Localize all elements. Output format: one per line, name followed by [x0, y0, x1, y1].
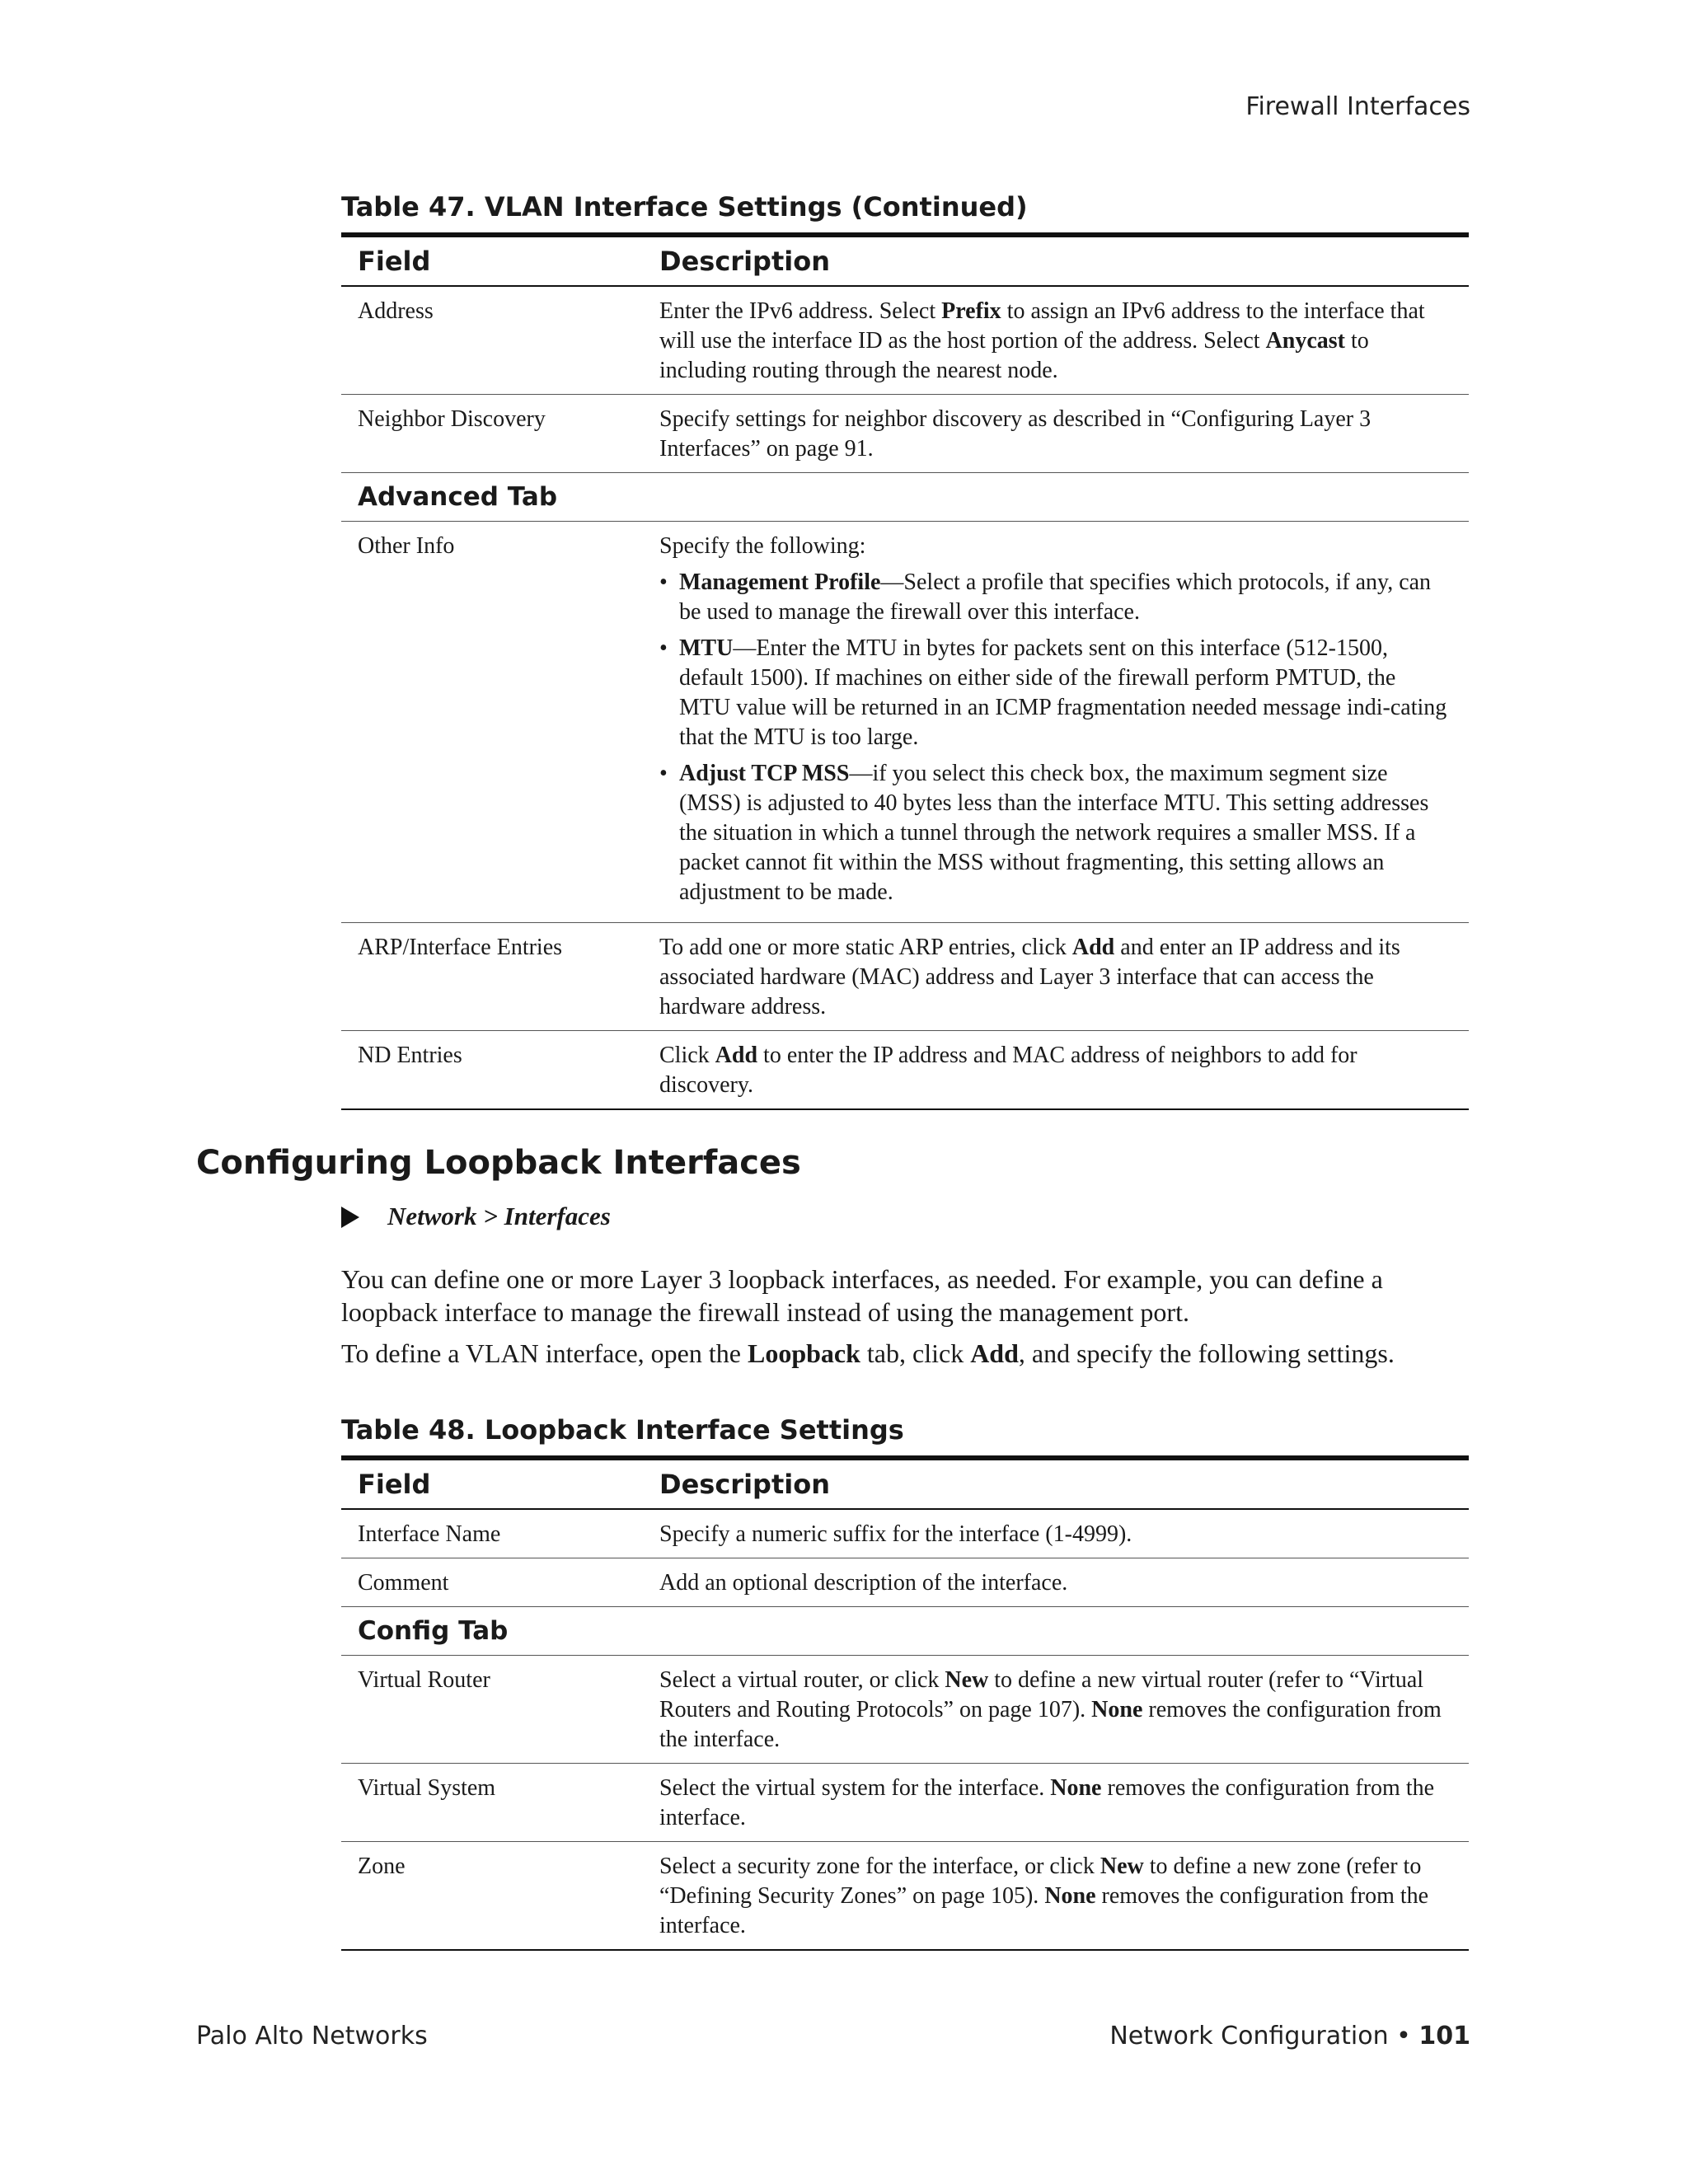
table-row [341, 1764, 1469, 1842]
bullet-item: • Adjust TCP MSS—if you select this check box, the maximum segment size (MSS) is adjusted to 40 bytes less than the interface MTU. This setting addresses the situation in which a tunnel through the network requires a smaller MSS. If a packet cannot fit within the MSS without fragmenting, this setting allows an adjustment to be made. [659, 759, 1452, 907]
play-arrow-icon [341, 1207, 359, 1228]
description-cell: Specify settings for neighbor discovery as described in “Configuring Layer 3 Interfaces” on page 91. [643, 395, 1469, 473]
description-cell: Enter the IPv6 address. Select Prefix to assign an IPv6 address to the interface that will use the interface ID as the host portion of the address. Select Anycast to including routing through the nearest node. [643, 286, 1469, 395]
nav-path-text: Network > Interfaces [387, 1202, 611, 1230]
footer-chapter-title: Network Configuration • [1109, 2022, 1419, 2050]
table-47-caption: Table 47. VLAN Interface Settings (Continued) [341, 191, 1028, 223]
column-header-description: Description [643, 1458, 1469, 1509]
field-cell: ARP/Interface Entries [341, 923, 643, 1031]
field-cell: Neighbor Discovery [341, 395, 643, 473]
paragraph: To define a VLAN interface, open the Loopback tab, click Add, and specify the following settings. [341, 1338, 1395, 1368]
field-cell: Virtual Router [341, 1656, 643, 1764]
paragraph: You can define one or more Layer 3 loopback interfaces, as needed. For example, you can define a loopback interface to manage the firewall instead of using the management port. [341, 1264, 1383, 1327]
description-cell: Add an optional description of the interface. [643, 1558, 1469, 1607]
table-row [341, 395, 1469, 473]
intro-text: Specify the following: [659, 533, 866, 559]
table-row [341, 286, 1469, 395]
table-row [341, 1656, 1469, 1764]
section-label-advanced-tab: Advanced Tab [341, 473, 1469, 522]
table-48-caption: Table 48. Loopback Interface Settings [341, 1414, 904, 1446]
field-cell: Interface Name [341, 1509, 643, 1558]
running-header: Firewall Interfaces [1245, 92, 1470, 121]
footer-chapter [1109, 2022, 1470, 2050]
field-cell: Other Info [341, 522, 643, 923]
field-cell: Address [341, 286, 643, 395]
section-row [341, 1607, 1469, 1656]
footer-company: Palo Alto Networks [196, 2022, 428, 2050]
table-row [341, 1031, 1469, 1110]
description-cell: Select a virtual router, or click New to define a new virtual router (refer to “Virtual Routers and Routing Protocols” on page 107). None removes the configuration from the interface. [643, 1656, 1469, 1764]
column-header-description: Description [643, 235, 1469, 286]
table-row [341, 1842, 1469, 1951]
bullet-item: • Management Profile—Select a profile that specifies which protocols, if any, can be used to manage the firewall over this interface. [659, 568, 1452, 627]
table-row [341, 1509, 1469, 1558]
section-label-config-tab: Config Tab [341, 1607, 1469, 1656]
field-cell: Virtual System [341, 1764, 643, 1842]
table-row [341, 923, 1469, 1031]
description-cell [643, 522, 1469, 923]
description-cell: Select the virtual system for the interface. None removes the configuration from the interface. [643, 1764, 1469, 1842]
description-cell: Click Add to enter the IP address and MAC address of neighbors to add for discovery. [643, 1031, 1469, 1110]
page-number: 101 [1418, 2022, 1470, 2050]
description-cell: To add one or more static ARP entries, click Add and enter an IP address and its associated hardware (MAC) address and Layer 3 interface that can access the hardware address. [643, 923, 1469, 1031]
section-row [341, 473, 1469, 522]
table-47 [341, 232, 1469, 1110]
bullet-list [659, 568, 1452, 907]
navigation-path [341, 1202, 611, 1231]
description-cell: Select a security zone for the interface, or click New to define a new zone (refer to “Defining Security Zones” on page 105). None removes the configuration from the interface. [643, 1842, 1469, 1951]
field-cell: Zone [341, 1842, 643, 1951]
description-cell: Specify a numeric suffix for the interface (1-4999). [643, 1509, 1469, 1558]
bullet-item: • MTU—Enter the MTU in bytes for packets sent on this interface (512-1500, default 1500). If machines on either side of the firewall perform PMTUD, the MTU value will be returned in an ICMP fragmentation needed message indi-cating that the MTU is too large. [659, 634, 1452, 752]
table-48 [341, 1455, 1469, 1951]
field-cell: ND Entries [341, 1031, 643, 1110]
table-row [341, 522, 1469, 923]
section-heading: Configuring Loopback Interfaces [196, 1144, 801, 1182]
column-header-field: Field [341, 235, 643, 286]
field-cell: Comment [341, 1558, 643, 1607]
table-row [341, 1558, 1469, 1607]
column-header-field: Field [341, 1458, 643, 1509]
body-text [341, 1263, 1479, 1378]
